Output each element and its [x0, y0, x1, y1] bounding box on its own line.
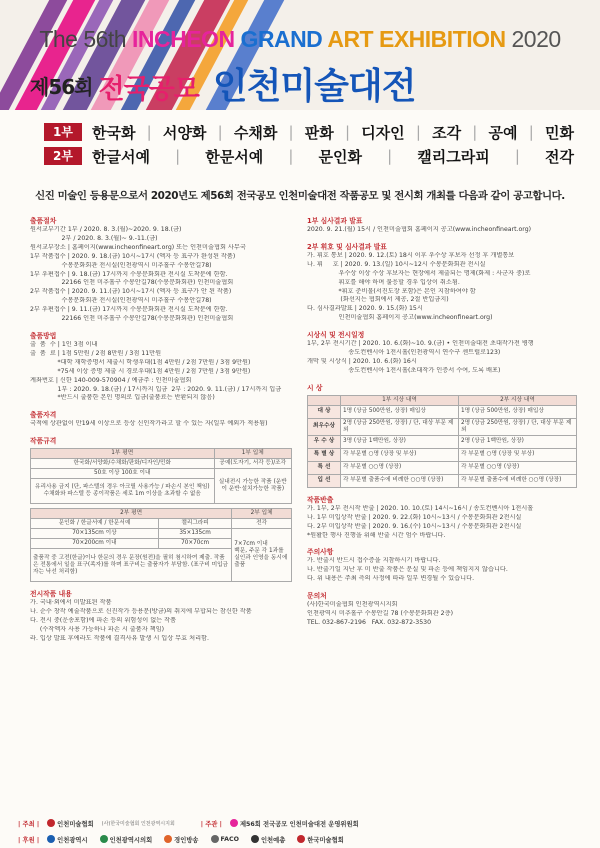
text-line: 나. 휘 호 | 2020. 9. 13.(일) 10시~12시 수봉문화회관 전시실	[307, 260, 486, 268]
category-item: 공예	[488, 123, 518, 142]
award-name: 특 선	[308, 461, 341, 474]
sponsor-logo	[297, 835, 344, 844]
sponsor-name: 경인방송	[174, 836, 199, 844]
text-line: *원활한 행사 진행을 위해 반출 시간 엄수 바랍니다.	[307, 531, 446, 539]
sponsor-icon	[297, 835, 305, 843]
contact-lines	[307, 601, 577, 628]
text-line: 출 품 수 | 1인 3점 이내	[30, 340, 98, 348]
footer	[0, 816, 600, 848]
category-separator: |	[344, 123, 350, 141]
footer-row-sponsor	[18, 832, 588, 846]
spec-cell: 공예(도자기, 서각 등)/조각	[214, 459, 292, 469]
title-korean	[30, 58, 415, 109]
award-name: 우 수 상	[308, 435, 341, 448]
category-separator: |	[387, 147, 393, 165]
sec-title-awards: 시 상	[307, 383, 323, 392]
text-line: *대학 재학증명서 제출시 학생우대(1점 4만원 / 2점 7만원 / 3점 9만원)	[30, 358, 251, 366]
award-detail: 각 부문별 ○○명 (상장)	[341, 461, 459, 474]
title-art-exhibition: ART EXHIBITION	[327, 26, 506, 52]
sec-title-contact: 문의처	[307, 592, 327, 601]
text-line: 2부 우편접수 | 9. 11.(금) 17시까지 수봉문화회관 전시실 도착분에 한함.	[30, 306, 228, 314]
category-item: 서양화	[162, 123, 207, 142]
text-line: 계좌번호 | 신한 140-009-570904 / 예금주 : 인천미술협회	[30, 376, 192, 384]
award-name: 특 별 상	[308, 448, 341, 461]
organizer-label: | 주최 |	[18, 820, 40, 828]
sponsor-name: 한국미술협회	[307, 836, 344, 844]
text-line: 가. 1부, 2부 전시작 반출 | 2020. 10. 10.(토) 14시~16시 / 송도컨벤시아 1전시홀	[307, 504, 534, 512]
category-item: 전각	[545, 147, 574, 166]
text-line: 다. 심사결과발표 | 2020. 9. 15.(화) 15시	[307, 305, 423, 313]
title-name: 인천미술대전	[212, 66, 416, 107]
sec-title-content: 전시작품 내용	[30, 590, 72, 599]
organizer-logo	[47, 819, 94, 828]
sponsor-icon	[47, 835, 55, 843]
spec-cell: 35×135cm	[158, 529, 231, 539]
spec-cell: 50호 이상 100호 이내	[31, 469, 215, 479]
text-line: 2부 작품접수 | 2020. 9. 11.(금) 10시~17시 (액자 등 표구가 안 된 작품)	[30, 288, 232, 296]
sec-title-return: 작품반출	[307, 495, 334, 504]
text-line: 인천미술협회 홈페이지 공고(www.incheonfineart.org)	[307, 314, 493, 322]
award-detail: 2명 (상금 1백만원, 상장)	[459, 435, 577, 448]
spec-cell: 캘리그라피	[158, 519, 231, 529]
title-incheon: INCHEON	[132, 26, 241, 52]
text-line: 휘호를 해야 하며 불응할 경우 입상이 취소됨.	[307, 278, 460, 286]
text-line: 1부 우편접수 | 9. 18.(금) 17시까지 수봉문화회관 전시실 도착분에 한함.	[30, 270, 228, 278]
text-line: 가. 휘호 통보 | 2020. 9. 12.(토) 18시 이후 우수상 후보자 선정 후 개별통보	[307, 251, 515, 259]
procedure-lines	[30, 226, 292, 324]
spec-cell: 70×70cm	[158, 539, 231, 549]
category-separator: |	[514, 147, 520, 165]
spec-cell: 유리사용 금지 (단, 파스텔의 경우 아크릴 사용가능 / 파손시 본인 책임) 수채화와 파스텔 등 종이작품은 세로 1m 이상을 초과할 수 없음	[31, 479, 215, 504]
part1-items	[92, 122, 574, 143]
category-separator: |	[146, 123, 152, 141]
award-detail: 3명 (상금 1백만원, 상장)	[341, 435, 459, 448]
text-line: *반드시 출품한 본인 명의로 입금(출품료는 반환되지 않음)	[30, 394, 215, 402]
organizer-name: 인천미술협회	[57, 820, 94, 828]
return-lines	[307, 505, 577, 541]
text-line: 개막 및 시상식 | 2020. 10. 6.(화) 16시	[307, 357, 417, 365]
sponsor-name: 인천광역시	[57, 836, 88, 844]
notice-lines	[307, 557, 577, 584]
text-line: 수봉문화회관 전시실(인천광역시 미추홀구 수봉안길78)	[30, 297, 212, 305]
result2-lines	[307, 252, 577, 323]
sec-title-schedule: 시상식 및 전시일정	[307, 331, 365, 340]
sponsor-name: 인천광역시의회	[109, 836, 153, 844]
part2-items	[92, 146, 574, 167]
sec-title-eligibility: 출품자격	[30, 411, 57, 420]
awards-table	[307, 395, 577, 488]
spec-cell-text: 백문, 주문 각 1과를 실인과 인영을 동시에 출품	[234, 548, 288, 569]
category-separator: |	[472, 123, 478, 141]
text-line: 우수상 이상 수상 후보자는 현장에서 제출되는 명제(화제 : 사군자 중)로	[307, 269, 531, 277]
host-icon	[230, 819, 238, 827]
award-detail: 각 부문별 출품수에 비례한 ○○명 (상장)	[459, 474, 577, 487]
text-line: 나. 순수 창작 예술작품으로 신진작가 등용문(방금)의 취지에 부합되는 참신한 작품	[30, 608, 252, 616]
spec-head-2d-part2: 2부 평면	[31, 509, 232, 519]
category-item: 수채화	[233, 123, 278, 142]
sponsor-name: FACO	[220, 835, 239, 843]
category-item: 민화	[544, 123, 574, 142]
text-line: 다. 위 내용은 주최 측의 사정에 따라 일부 변경될 수 있습니다.	[307, 575, 475, 583]
category-item: 한국화	[92, 123, 136, 142]
text-line: 2020. 9. 21.(월) 15시 / 인천미술협회 홈페이지 공고(www.incheonfineart.org)	[307, 226, 532, 233]
spec-head-2d: 1부 평면	[31, 449, 215, 459]
award-detail: 2명 (상금 250만원, 상장) / 단, 대상 부문 제외	[459, 418, 577, 435]
awards-row	[308, 461, 577, 474]
category-item: 조각	[432, 123, 462, 142]
category-item: 판화	[304, 123, 334, 142]
awards-row	[308, 418, 577, 435]
category-row-part2	[44, 145, 574, 167]
spec-cell: 70×200cm 이내	[31, 539, 159, 549]
award-detail: 1명 (상금 500만원, 상장) 매입상	[459, 405, 577, 418]
awards-row	[308, 435, 577, 448]
award-name: 입 선	[308, 474, 341, 487]
text-line: 라. 입상 발표 후에라도 작품에 결격사유 발생 시 입상 무효 처리함.	[30, 634, 210, 642]
sponsor-icon	[251, 835, 259, 843]
awards-head	[308, 395, 341, 405]
text-line: 인천광역시 미추홀구 수봉안길 78 (수봉문화회관 2층)	[307, 610, 454, 618]
spec-cell: 실내전시 가능한 작품 (운반이 운반·설치가능한 작품)	[214, 469, 292, 504]
text-line: 송도컨벤시아 1전시홀(인천광역시 연수구 센트럴로123)	[307, 349, 501, 357]
sec-title-procedure: 출품절차	[30, 217, 57, 225]
text-line: *휘호 준비물(서진도장 포함)은 본인 지참하여야 함	[307, 287, 476, 295]
spec-head-3d-part2: 2부 입체	[232, 509, 292, 519]
category-separator: |	[217, 123, 223, 141]
spec-cell: 문인화 / 한글서예 / 한문서예	[31, 519, 159, 529]
intro-text: 신진 미술인 등용문으로서 2020년도 제56회 전국공모 인천미술대전 작품공모 및 전시회 개최를 다음과 같이 공고합니다.	[35, 190, 565, 202]
content-lines	[30, 599, 292, 644]
spec-cell	[232, 529, 292, 582]
title-english	[0, 26, 600, 53]
text-line: (화선지는 협회에서 제공, 2절 반입금지)	[307, 296, 449, 304]
sponsor-logo	[47, 835, 87, 844]
text-line: (사)한국미술협회 인천광역시지회	[307, 601, 398, 609]
award-detail: 1명 (상금 500만원, 상장) 매입상	[341, 405, 459, 418]
text-line: 나. 1부 미입상작 반출 | 2020. 9. 22.(화) 10시~13시 / 수봉문화회관 2전시실	[307, 513, 522, 521]
text-line: 22166 인천 미추홀구 수봉안길78(수봉문화회관) 인천미술협회	[30, 279, 234, 287]
spec-cell-text: 7×7cm 이내	[234, 541, 268, 548]
sponsor-label: | 후원 |	[18, 836, 40, 844]
text-line: *75세 이상 증명 제출 시 경로우대(1점 4만원 / 2점 7만원 / 3점 9만원)	[30, 367, 251, 375]
right-column	[307, 212, 577, 628]
awards-body	[308, 405, 577, 487]
award-detail: 2명 (상금 250만원, 상장) / 단, 대상 부문 제외	[341, 418, 459, 435]
sponsor-logos	[47, 835, 344, 844]
sponsor-logo	[164, 835, 198, 844]
sponsor-icon	[211, 835, 219, 843]
awards-row	[308, 405, 577, 418]
sponsor-name: 인천예총	[260, 836, 286, 844]
text-line: 원서교부장소 | 홈페이지(www.incheonfineart.org) 또는 인천미술협회 사무국	[30, 243, 246, 251]
spec-table-part1	[30, 448, 292, 504]
text-line: 출 품 료 | 1점 5만원 / 2점 8만원 / 3점 11만원	[30, 349, 162, 357]
category-item: 한문서예	[205, 147, 264, 166]
text-line: 가. 반출시 반드시 접수증을 지참하시기 바랍니다.	[307, 557, 441, 565]
category-separator: |	[288, 147, 294, 165]
awards-head: 1부 시상 내역	[341, 395, 459, 405]
sponsor-logo	[251, 835, 285, 844]
title-edition: 제56회	[30, 75, 93, 99]
result1-lines	[307, 226, 577, 235]
sec-title-spec: 작품규격	[30, 437, 57, 446]
award-detail: 각 부문별 ○명 (상장 및 부상)	[459, 448, 577, 461]
organizer-sub: (사)한국미술협회 인천광역시지회	[101, 820, 175, 827]
sponsor-logo	[211, 835, 239, 844]
text-line: 1부, 2부 전시기간 | 2020. 10. 6.(화)~10. 9.(금) • 인천미술대전 초대작가전 병행	[307, 340, 534, 348]
award-name: 대 상	[308, 405, 341, 418]
spec-cell: 70×135cm 이상	[31, 529, 159, 539]
text-line: 1부 : 2020. 9. 18.(금) / 17시까지 입금 2부 : 2020. 9. 11.(금) / 17시까지 입금	[30, 385, 282, 393]
title-national: 전국공모	[98, 74, 199, 105]
text-line: 수봉문화회관 전시실(인천광역시 미추홀구 수봉안길78)	[30, 261, 212, 269]
spec-table-part2	[30, 508, 292, 582]
awards-head: 2부 시상 내역	[459, 395, 577, 405]
text-line: 다. 2부 미입상작 반출 | 2020. 9. 16.(수) 10시~13시 / 수봉문화회관 2전시실	[307, 522, 522, 530]
title-grand: GRAND	[240, 26, 328, 52]
sponsor-icon	[164, 835, 172, 843]
part1-badge: 1부	[44, 123, 82, 141]
sponsor-icon	[100, 835, 108, 843]
host-name: 제56회 전국공모 인천미술대전 운영위원회	[239, 820, 359, 828]
category-separator: |	[415, 123, 421, 141]
awards-row	[308, 474, 577, 487]
spec-cell: 전각	[232, 519, 292, 529]
part2-badge: 2부	[44, 147, 82, 165]
title-year: 2020	[505, 26, 561, 52]
method-lines	[30, 341, 292, 403]
text-line: 22166 인천 미추홀구 수봉안길78(수봉문화회관) 인천미술협회	[30, 315, 234, 323]
footer-row-organizer	[18, 816, 588, 830]
sec-title-method: 출품방법	[30, 331, 57, 340]
text-line: 2부 / 2020. 8. 3.(월)~ 9.-11.(금)	[30, 234, 158, 242]
spec-note: 출품작 중 고전(한글)이나 한문의 경우 문장(원전)을 필히 첨시하여 제출. 작품은 전통에서 일을 표구(족자)를 하며 표구비는 출품자가 부담함. (표구비 미입금자는 낙선 처리함)	[31, 549, 232, 582]
sec-title-result1: 1부 심사결과 발표	[307, 217, 363, 225]
text-line: 송도컨벤시아 1전시홀(초대작가 인증서 수여, 도록 배포)	[307, 366, 501, 374]
award-detail: 각 부문별 ○명 (상장 및 부상)	[341, 448, 459, 461]
award-detail: 각 부문별 ○○명 (상장)	[459, 461, 577, 474]
text-line: 국적에 상관없이 만19세 이상으로 등상 신인작가라고 할 수 있는 자(일부 예외가 적용됨)	[30, 420, 268, 428]
text-line: (수작액자 사용 가능하나 파손 시 출품자 책임)	[30, 625, 165, 633]
category-item: 디자인	[361, 123, 405, 142]
text-line: 가. 국내·외에서 미발표된 작품	[30, 599, 112, 607]
left-column	[30, 212, 292, 644]
category-item: 한글서예	[92, 147, 150, 166]
text-line: TEL. 032-867-2196 FAX. 032-872-3530	[307, 618, 432, 626]
host-logo	[230, 819, 359, 828]
awards-row	[308, 448, 577, 461]
sec-title-result2: 2부 휘호 및 심사결과 발표	[307, 242, 387, 251]
text-line: 1부 작품접수 | 2020. 9. 18.(금) 10시~17시 (액자 등 표구가 완성된 작품)	[30, 252, 236, 260]
category-item: 캘리그라피	[417, 147, 490, 166]
category-separator: |	[288, 123, 294, 141]
host-label: | 주관 |	[200, 820, 222, 828]
text-line: 원서교부기간 1부 / 2020. 8. 3.(월)~2020. 9. 18.(금)	[30, 226, 182, 233]
category-row-part1	[44, 121, 574, 143]
spec-head-3d: 1부 입체	[214, 449, 292, 459]
organizer-icon	[47, 819, 55, 827]
spec-cell: 한국화/서양화/수채화/판화/디자인/민화	[31, 459, 215, 469]
category-item: 문인화	[318, 147, 362, 166]
sponsor-logo	[100, 835, 153, 844]
text-line: 나. 반출기일 지난 후 미 반출 작품은 분실 및 파손 등에 책임지지 않습니다.	[307, 566, 508, 574]
category-separator: |	[175, 147, 181, 165]
sec-title-notice: 주의사항	[307, 548, 334, 557]
title-prefix: The 56th	[39, 26, 132, 52]
text-line: 다. 전시 중(운송포함)에 파손 등의 위험성이 없는 작품	[30, 617, 177, 625]
schedule-lines	[307, 340, 577, 376]
award-name: 최우수상	[308, 418, 341, 435]
eligibility-lines	[30, 420, 292, 429]
poster-banner	[0, 0, 600, 110]
category-separator: |	[528, 123, 534, 141]
award-detail: 각 부문별 출품수에 비례한 ○○명 (상장)	[341, 474, 459, 487]
